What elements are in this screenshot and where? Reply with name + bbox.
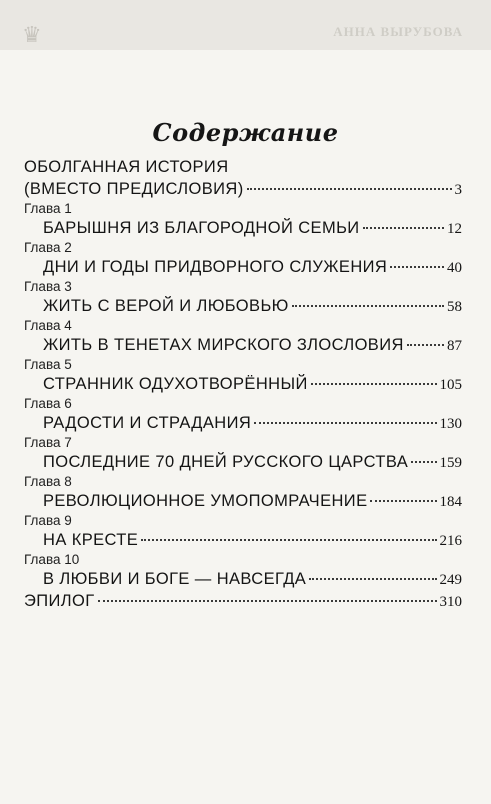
table-of-contents (24, 156, 462, 612)
toc-entry-title: ЖИТЬ С ВЕРОЙ И ЛЮБОВЬЮ (43, 297, 289, 315)
toc-entry-page: 310 (439, 594, 462, 610)
toc-entry-page: 12 (447, 221, 462, 237)
leader-dots (311, 383, 437, 385)
leader-dots (363, 227, 444, 229)
toc-entry-chapter-5[interactable] (24, 356, 462, 395)
toc-entry-title-line (24, 412, 462, 434)
toc-entry-title-line (24, 451, 462, 473)
chapter-label: Глава 8 (24, 474, 72, 489)
toc-entry-title: СТРАННИК ОДУХОТВОРЁННЫЙ (43, 375, 308, 393)
toc-entry-title: (ВМЕСТО ПРЕДИСЛОВИЯ) (24, 180, 244, 198)
toc-entry-chapter-10[interactable] (24, 551, 462, 590)
toc-entry-title-line (24, 568, 462, 590)
toc-entry-chapter-6[interactable] (24, 395, 462, 434)
toc-entry-chapter-8[interactable] (24, 473, 462, 512)
toc-entry-chapter-1[interactable] (24, 200, 462, 239)
toc-entry-page: 130 (439, 416, 462, 432)
toc-entry-title-line (24, 256, 462, 278)
toc-entry-chapter-9[interactable] (24, 512, 462, 551)
toc-entry-page: 87 (447, 338, 462, 354)
leader-dots (141, 539, 436, 541)
toc-entry-page: 58 (447, 299, 462, 315)
crown-icon: ♛ (22, 22, 42, 47)
chapter-label: Глава 2 (24, 240, 72, 255)
toc-entry-title: БАРЫШНЯ ИЗ БЛАГОРОДНОЙ СЕМЬИ (43, 219, 360, 237)
toc-entry-title-line (24, 295, 462, 317)
chapter-label: Глава 7 (24, 435, 72, 450)
toc-entry-page: 216 (439, 533, 462, 549)
toc-entry-page: 249 (439, 572, 462, 588)
chapter-label: Глава 10 (24, 552, 80, 567)
toc-entry-foreword[interactable] (24, 156, 462, 200)
running-header-author: АННА ВЫРУБОВА (333, 24, 463, 39)
toc-entry-page: 105 (439, 377, 462, 393)
toc-title: Содержание (152, 118, 339, 147)
toc-entry-title-line (24, 490, 462, 512)
chapter-label: Глава 3 (24, 279, 72, 294)
chapter-label: Глава 1 (24, 201, 72, 216)
chapter-label: Глава 6 (24, 396, 72, 411)
leader-dots (247, 188, 452, 190)
leader-dots (309, 578, 436, 580)
toc-entry-title: В ЛЮБВИ И БОГЕ — НАВСЕГДА (43, 570, 307, 588)
toc-entry-title: ПОСЛЕДНИЕ 70 ДНЕЙ РУССКОГО ЦАРСТВА (43, 453, 409, 471)
toc-entry-title-line (24, 373, 462, 395)
leader-dots (98, 600, 437, 602)
toc-entry-title-line (24, 217, 462, 239)
leader-dots (292, 305, 444, 307)
toc-entry-title: НА КРЕСТЕ (43, 531, 139, 549)
toc-entry-title: РАДОСТИ И СТРАДАНИЯ (43, 414, 252, 432)
toc-entry-chapter-2[interactable] (24, 239, 462, 278)
toc-entry-title-line (24, 156, 462, 178)
toc-entry-title-line (24, 529, 462, 551)
toc-entry-chapter-7[interactable] (24, 434, 462, 473)
toc-entry-title-line (24, 590, 462, 612)
toc-entry-page: 40 (447, 260, 462, 276)
chapter-label: Глава 9 (24, 513, 72, 528)
toc-entry-chapter-3[interactable] (24, 278, 462, 317)
running-header (0, 0, 491, 50)
leader-dots (254, 422, 436, 424)
toc-entry-page: 184 (439, 494, 462, 510)
toc-entry-title-line (24, 334, 462, 356)
chapter-label: Глава 4 (24, 318, 72, 333)
chapter-label: Глава 5 (24, 357, 72, 372)
toc-entry-page: 3 (454, 182, 462, 198)
toc-entry-title: ДНИ И ГОДЫ ПРИДВОРНОГО СЛУЖЕНИЯ (43, 258, 388, 276)
toc-entry-title: ЭПИЛОГ (24, 592, 95, 610)
leader-dots (370, 500, 436, 502)
toc-entry-page: 159 (439, 455, 462, 471)
leader-dots (411, 461, 436, 463)
toc-entry-title: ЖИТЬ В ТЕНЕТАХ МИРСКОГО ЗЛОСЛОВИЯ (43, 336, 404, 354)
leader-dots (390, 266, 444, 268)
toc-entry-title: ОБОЛГАННАЯ ИСТОРИЯ (24, 158, 229, 176)
toc-entry-title: РЕВОЛЮЦИОННОЕ УМОПОМРАЧЕНИЕ (43, 492, 368, 510)
toc-entry-title-line (24, 178, 462, 200)
toc-entry-epilogue[interactable] (24, 590, 462, 612)
leader-dots (407, 344, 444, 346)
toc-entry-chapter-4[interactable] (24, 317, 462, 356)
